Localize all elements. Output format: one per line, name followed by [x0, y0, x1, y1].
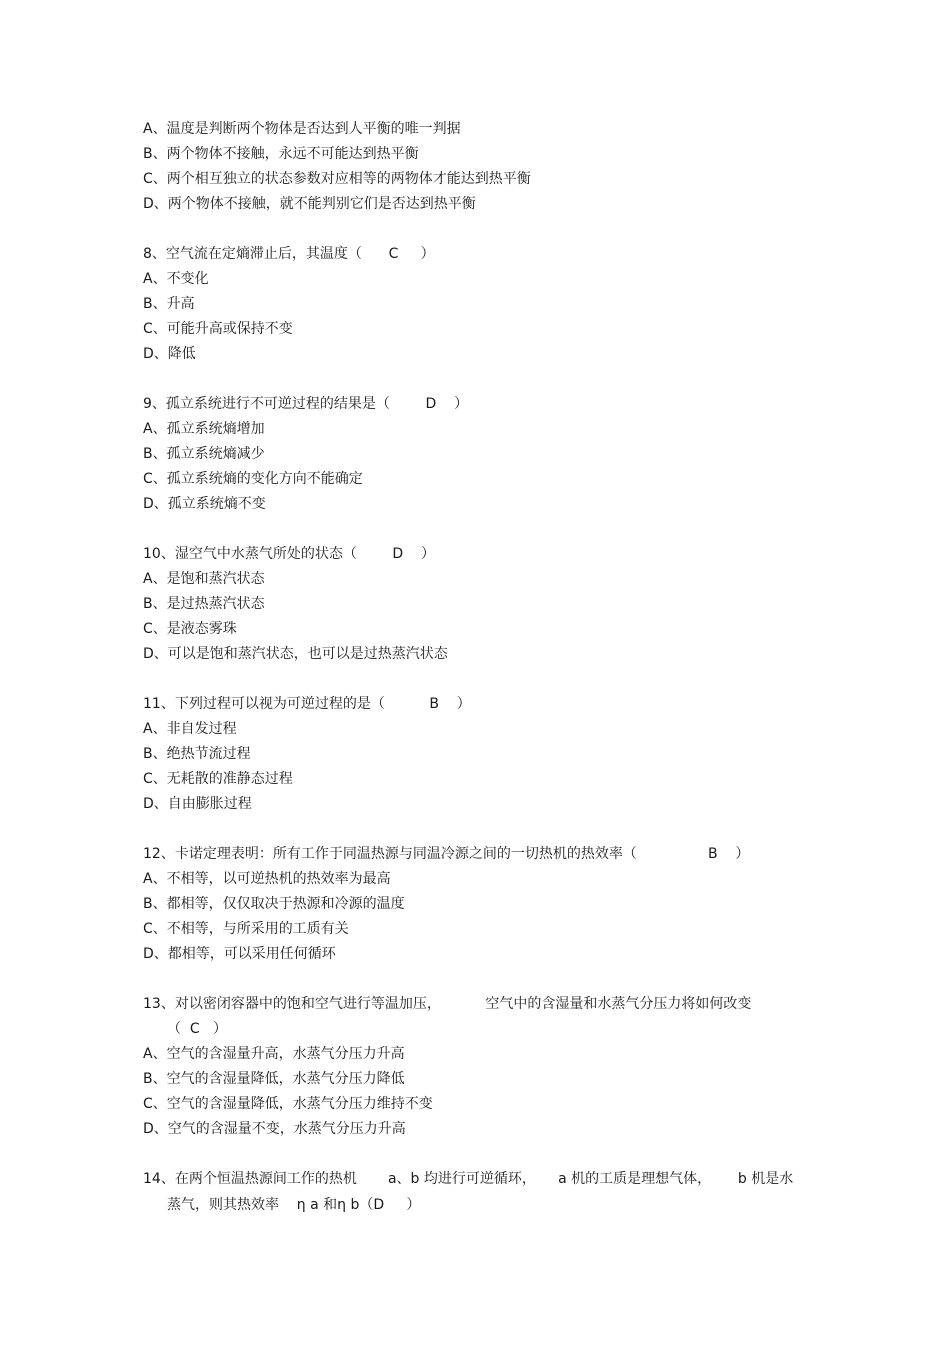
option-c: C、无耗散的准静态过程 [143, 771, 293, 787]
option-c: C、可能升高或保持不变 [143, 321, 293, 337]
lead-options-block [143, 117, 823, 217]
question-stem-continued: （ C ） [167, 1021, 228, 1037]
option-b: B、是过热蒸汽状态 [143, 596, 265, 612]
option-d: D、两个物体不接触，就不能判别它们是否达到热平衡 [143, 196, 476, 212]
question-list [143, 117, 823, 1244]
option-d: D、都相等，可以采用任何循环 [143, 946, 336, 962]
question-stem: 12、卡诺定理表明：所有工作于同温热源与同温冷源之间的一切热机的热效率（ B ） [143, 846, 750, 862]
option-c: C、空气的含湿量降低，水蒸气分压力维持不变 [143, 1096, 433, 1112]
option-b: B、都相等，仅仅取决于热源和冷源的温度 [143, 896, 405, 912]
option-b: B、两个物体不接触，永远不可能达到热平衡 [143, 146, 419, 162]
question-stem: 11、下列过程可以视为可逆过程的是（ B ） [143, 696, 471, 712]
option-d: D、自由膨胀过程 [143, 796, 252, 812]
option-a: A、不变化 [143, 271, 209, 287]
option-b: B、空气的含湿量降低，水蒸气分压力降低 [143, 1071, 405, 1087]
option-d: D、空气的含湿量不变，水蒸气分压力升高 [143, 1121, 406, 1137]
question-11 [143, 692, 823, 817]
option-c: C、不相等，与所采用的工质有关 [143, 921, 349, 937]
question-14 [143, 1167, 823, 1219]
option-a: A、非自发过程 [143, 721, 237, 737]
question-8 [143, 242, 823, 367]
option-c: C、孤立系统熵的变化方向不能确定 [143, 471, 363, 487]
option-d: D、降低 [143, 346, 196, 362]
question-stem: 13、对以密闭容器中的饱和空气进行等温加压， 空气中的含湿量和水蒸气分压力将如何改变 [143, 996, 752, 1012]
option-c: C、是液态雾珠 [143, 621, 237, 637]
option-a: A、是饱和蒸汽状态 [143, 571, 265, 587]
question-10 [143, 542, 823, 667]
option-c: C、两个相互独立的状态参数对应相等的两物体才能达到热平衡 [143, 171, 531, 187]
option-a: A、空气的含湿量升高，水蒸气分压力升高 [143, 1046, 405, 1062]
question-9 [143, 392, 823, 517]
question-stem: 14、在两个恒温热源间工作的热机 a、b 均进行可逆循环， a 机的工质是理想气体， b 机是水 [143, 1171, 794, 1187]
option-a: A、温度是判断两个物体是否达到人平衡的唯一判据 [143, 121, 461, 137]
question-stem: 10、湿空气中水蒸气所处的状态（ D ） [143, 546, 435, 562]
question-stem: 9、孤立系统进行不可逆过程的结果是（ D ） [143, 396, 469, 412]
option-b: B、绝热节流过程 [143, 746, 251, 762]
question-13 [143, 992, 823, 1142]
option-a: A、孤立系统熵增加 [143, 421, 265, 437]
option-b: B、升高 [143, 296, 195, 312]
option-d: D、孤立系统熵不变 [143, 496, 266, 512]
option-a: A、不相等，以可逆热机的热效率为最高 [143, 871, 391, 887]
question-stem: 8、空气流在定熵滞止后，其温度（ C ） [143, 246, 435, 262]
option-d: D、可以是饱和蒸汽状态，也可以是过热蒸汽状态 [143, 646, 448, 662]
question-stem-continued: 蒸气，则其热效率 η a 和η b（D ） [167, 1197, 421, 1213]
question-12 [143, 842, 823, 967]
option-b: B、孤立系统熵减少 [143, 446, 265, 462]
